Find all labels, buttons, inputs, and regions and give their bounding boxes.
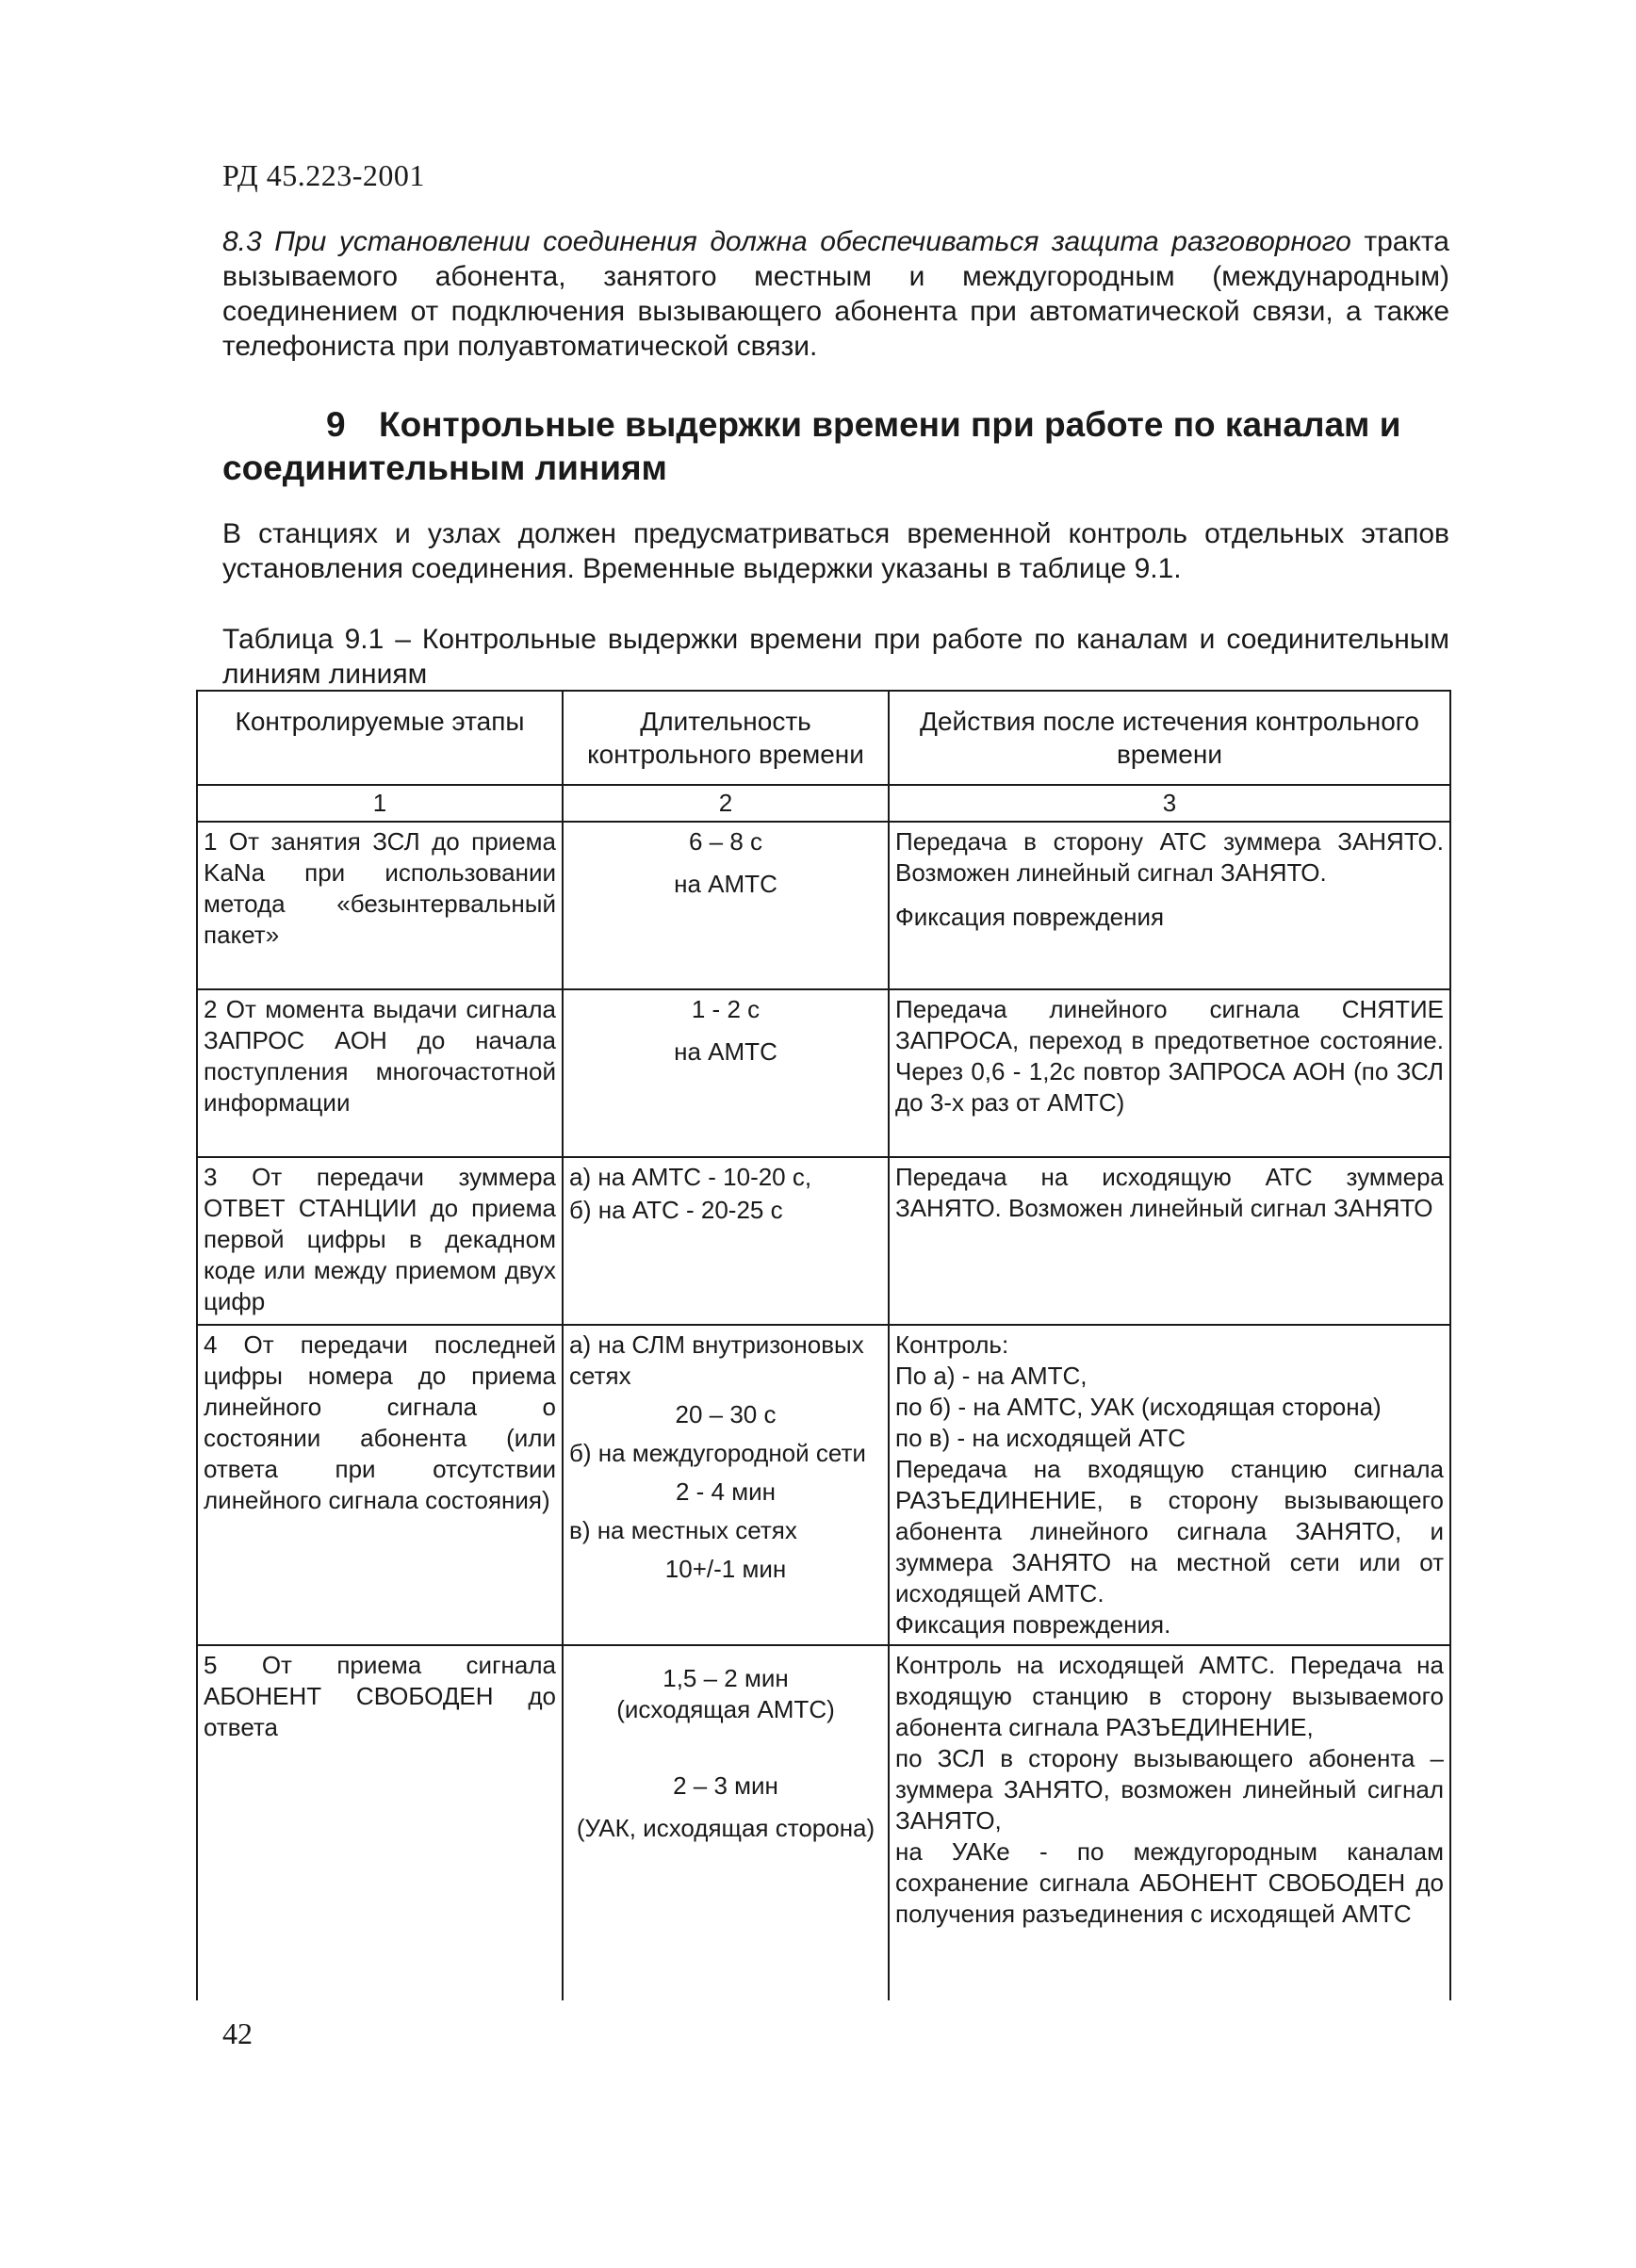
duration-line: 10+/-1 мин [664, 1555, 787, 1583]
paragraph-8-3-lead: 8.3 При установлении соединения должна обеспечиваться защита разговорного [222, 226, 1351, 257]
duration-line: на АМТС [674, 870, 777, 898]
duration-line: 2 - 4 мин [675, 1477, 776, 1506]
duration-line: а) на СЛМ внутризоновых сетях [569, 1330, 864, 1390]
action-line: Передача в сторону АТС зуммера ЗАНЯТО. Возможен линейный сигнал ЗАНЯТО. [895, 827, 1444, 887]
action-line: по ЗСЛ в сторону вызывающего абонента – зуммера ЗАНЯТО, возможен линейный сигнал ЗАНЯТО, [895, 1744, 1444, 1835]
table-row [197, 1325, 1450, 1645]
stage-cell [197, 822, 563, 989]
table-caption: Таблица 9.1 – Контрольные выдержки времени при работе по каналам и соединительным линиям линиям [222, 624, 1449, 690]
stage-cell [197, 989, 563, 1157]
duration-line: 2 – 3 мин [673, 1771, 778, 1800]
document-code: РД 45.223-2001 [222, 158, 425, 192]
duration-line: 6 – 8 с [688, 827, 763, 856]
table-row [197, 989, 1450, 1157]
table-row [197, 1645, 1450, 2000]
action-line: по в) - на исходящей АТС [895, 1424, 1186, 1452]
duration-line: в) на местных сетях [569, 1516, 797, 1544]
stage-text: 4 От передачи последней цифры номера до приема линейного сигнала о состоянии абонента (или ответа при отсутствии линейного сигнала состояния) [204, 1330, 556, 1514]
duration-line: 20 – 30 с [675, 1400, 777, 1428]
table-row [197, 1157, 1450, 1325]
duration-line: 1,5 – 2 мин [663, 1664, 789, 1692]
action-line: по б) - на АМТС, УАК (исходящая сторона) [895, 1393, 1382, 1421]
timeouts-table [196, 690, 1451, 2000]
duration-line: на АМТС [674, 1037, 777, 1066]
section-title: Контрольные выдержки времени при работе по каналам и соединительным линиям [222, 405, 1401, 487]
action-line: Фиксация повреждения. [895, 1610, 1171, 1639]
section-number: 9 [326, 405, 346, 444]
action-line: Фиксация повреждения [895, 903, 1165, 931]
stage-cell [197, 1157, 563, 1325]
column-number: 2 [563, 785, 889, 822]
action-cell [889, 1645, 1450, 2000]
action-line: По а) - на АМТС, [895, 1362, 1088, 1390]
section-9-intro: В станциях и узлах должен предусматриваться временной контроль отдельных этапов установления соединения. Временные выдержки указаны в таблице 9.1. [222, 518, 1449, 584]
action-line: Контроль на исходящей АМТС. Передача на входящую станцию в сторону вызываемого абонента сигнала РАЗЪЕДИНЕНИЕ, [895, 1651, 1444, 1741]
duration-line: а) на АМТС - 10-20 с, [569, 1163, 812, 1191]
action-line: Контроль: [895, 1330, 1009, 1359]
stage-text: 1 От занятия ЗСЛ до приема KaNa при использовании метода «безынтервальный пакет» [204, 827, 556, 949]
stage-text: 5 От приема сигнала АБОНЕНТ СВОБОДЕН до ответа [204, 1651, 556, 1741]
column-header-duration: Длительность контрольного времени [563, 691, 889, 785]
column-header-stages: Контролируемые этапы [197, 691, 563, 785]
stage-text: 2 От момента выдачи сигнала ЗАПРОС АОН до начала поступления многочастотной информации [204, 995, 556, 1117]
paragraph-8-3-text: тракта вызываемого абонента, занятого местным и междугородным (международным) соединением от подключения вызывающего абонента при автоматической связи, а также телефониста при полуавтоматической связи. [222, 226, 1449, 362]
action-cell [889, 822, 1450, 989]
action-line: Передача на входящую станцию сигнала РАЗЪЕДИНЕНИЕ, в сторону вызывающего абонента линейного сигнала ЗАНЯТО, и зуммера ЗАНЯТО на местной сети или от исходящей АМТС. [895, 1455, 1444, 1607]
action-line: на УАКе - по междугородным каналам сохранение сигнала АБОНЕНТ СВОБОДЕН до получения разъединения с исходящей АМТС [895, 1837, 1444, 1928]
stage-cell [197, 1325, 563, 1645]
table-row [197, 822, 1450, 989]
stage-text: 3 От передачи зуммера ОТВЕТ СТАНЦИИ до приема первой цифры в декадном коде или между приемом двух цифр [204, 1163, 556, 1315]
column-number: 1 [197, 785, 563, 822]
column-header-actions: Действия после истечения контрольного времени [889, 691, 1450, 785]
duration-line: (исходящая АМТС) [616, 1695, 835, 1723]
duration-cell [563, 1325, 889, 1645]
duration-line: б) на междугородной сети [569, 1439, 866, 1467]
duration-cell [563, 822, 889, 989]
duration-cell [563, 1645, 889, 2000]
page-number: 42 [222, 2016, 253, 2050]
duration-line: 1 - 2 с [691, 995, 761, 1023]
section-9-heading [222, 403, 1449, 490]
duration-line: б) на АТС - 20-25 с [569, 1196, 783, 1224]
paragraph-8-3 [222, 224, 1449, 364]
action-line: Передача линейного сигнала СНЯТИЕ ЗАПРОСА, переход в предответное состояние. Через 0,6 - 1,2с повтор ЗАПРОСА АОН (по ЗСЛ до 3-х раз от АМТС) [895, 995, 1444, 1117]
column-number: 3 [889, 785, 1450, 822]
stage-cell [197, 1645, 563, 2000]
action-cell [889, 1325, 1450, 1645]
action-line: Передача на исходящую АТС зуммера ЗАНЯТО. Возможен линейный сигнал ЗАНЯТО [895, 1163, 1444, 1222]
duration-line: (УАК, исходящая сторона) [576, 1814, 875, 1842]
action-cell [889, 1157, 1450, 1325]
action-cell [889, 989, 1450, 1157]
duration-cell [563, 1157, 889, 1325]
duration-cell [563, 989, 889, 1157]
